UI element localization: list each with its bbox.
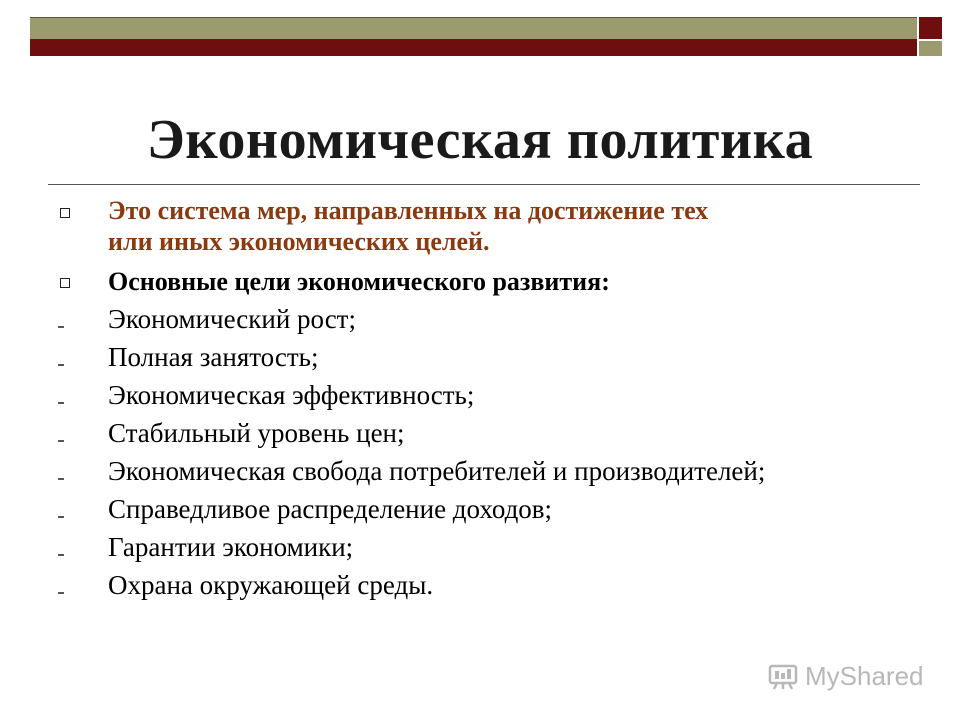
header-square-maroon: [919, 17, 942, 39]
square-bullet-icon: [60, 208, 70, 218]
dash-bullet-icon: [58, 326, 64, 328]
goal-text: Стабильный уровень цен;: [108, 418, 405, 448]
goal-text: Охрана окружающей среды.: [108, 570, 434, 600]
title-divider: [48, 184, 920, 185]
header-square-olive: [919, 41, 942, 56]
header-band: [0, 0, 960, 60]
goal-text: Справедливое распределение доходов;: [108, 494, 553, 524]
dash-bullet-icon: [58, 364, 64, 366]
dash-bullet-icon: [58, 440, 64, 442]
dash-bullet-icon: [58, 478, 64, 480]
myshared-logo-icon: [767, 660, 799, 692]
dash-bullet-icon: [58, 402, 64, 404]
header-bar-maroon: [30, 39, 917, 56]
square-bullet-icon: [60, 278, 70, 288]
definition-line-2: или иных экономических целей.: [108, 227, 490, 256]
dash-bullet-icon: [58, 592, 64, 594]
goal-text: Экономическая эффективность;: [108, 380, 475, 410]
goals-heading: Основные цели экономического развития:: [108, 267, 610, 296]
goal-text: Экономический рост;: [108, 304, 356, 334]
watermark-text: MyShared: [805, 660, 924, 691]
goal-text: Полная занятость;: [108, 342, 319, 372]
goal-text: Гарантии экономики;: [108, 532, 354, 562]
goal-text: Экономическая свобода потребителей и производителей;: [108, 456, 766, 486]
slide-title: Экономическая политика: [146, 109, 814, 171]
dash-bullet-icon: [58, 554, 64, 556]
myshared-watermark[interactable]: [767, 656, 924, 696]
definition-line-1: Это система мер, направленных на достижение тех: [108, 196, 709, 225]
dash-bullet-icon: [58, 516, 64, 518]
header-bar-olive: [30, 17, 917, 39]
